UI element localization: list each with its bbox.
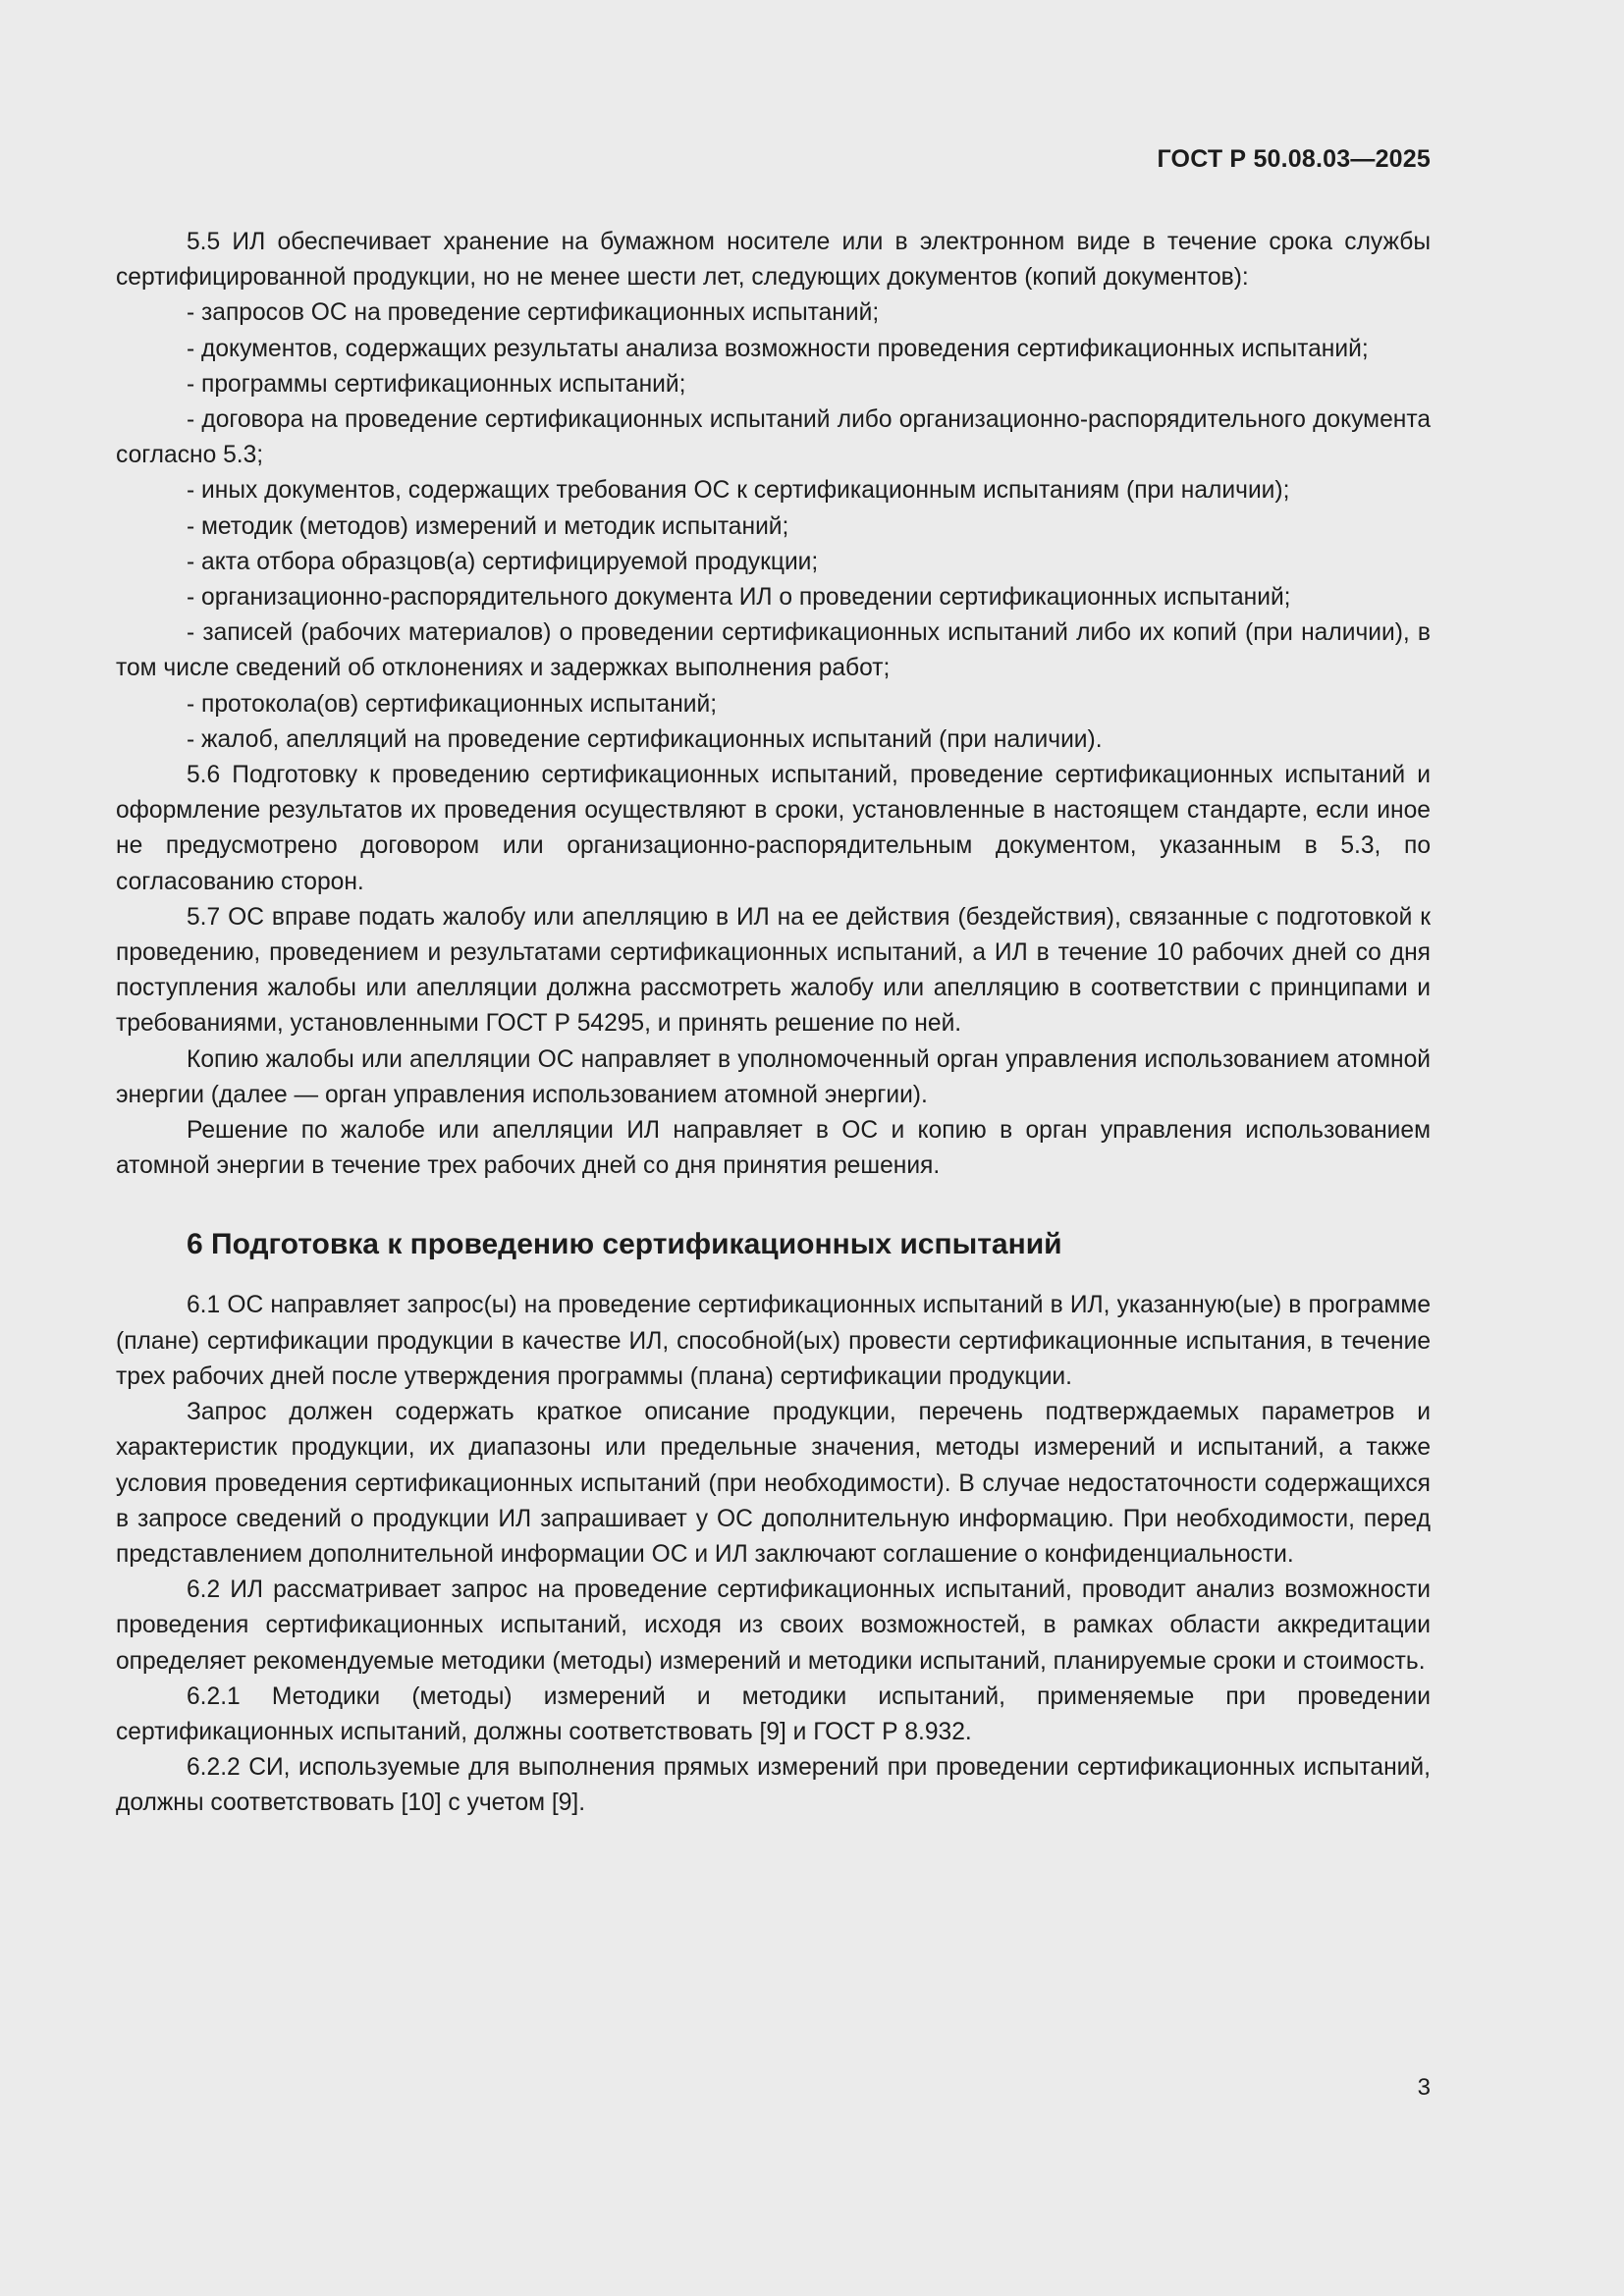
paragraph: Копию жалобы или апелляции ОС направляет в уполномоченный орган управления использованием атомной энергии (далее — орган управления использованием атомной энергии). bbox=[116, 1045, 1431, 1108]
document-body bbox=[116, 225, 1431, 1822]
list-item: - организационно-распорядительного документа ИЛ о проведении сертификационных испытаний; bbox=[187, 584, 1291, 612]
list-item: - иных документов, содержащих требования ОС к сертификационным испытаниям (при наличии); bbox=[187, 477, 1290, 505]
list-item: - протокола(ов) сертификационных испытаний; bbox=[187, 690, 718, 718]
paragraph-6-1: 6.1 ОС направляет запрос(ы) на проведение сертификационных испытаний в ИЛ, указанную(ые) в программе (плане) сертификации продукции в качестве ИЛ, способной(ых) провести сертификационные испытания, в течение трех рабочих дней после утверждения программы (плана) сертификации продукции. bbox=[116, 1292, 1431, 1390]
paragraph-5-5: 5.5 ИЛ обеспечивает хранение на бумажном носителе или в электронном виде в течение срока службы сертифицированной продукции, но не менее шести лет, следующих документов (копий документов): bbox=[116, 229, 1431, 292]
list-item: - жалоб, апелляций на проведение сертификационных испытаний (при наличии). bbox=[187, 725, 1103, 753]
section-heading: 6 Подготовка к проведению сертификационных испытаний bbox=[187, 1228, 1062, 1261]
page-number: 3 bbox=[1417, 2074, 1431, 2101]
paragraph: Запрос должен содержать краткое описание продукции, перечень подтверждаемых параметров и характеристик продукции, их диапазоны или предельные значения, методы измерений и испытаний, а также условия проведения сертификационных испытаний (при необходимости). В случае недостаточности содержащихся в запросе сведений о продукции ИЛ запрашивает у ОС дополнительную информацию. При необходимости, перед представлением дополнительной информации ОС и ИЛ заключают соглашение о конфиденциальности. bbox=[116, 1399, 1431, 1568]
paragraph-6-2-1: 6.2.1 Методики (методы) измерений и методики испытаний, применяемые при проведении сертификационных испытаний, должны соответствовать [9] и ГОСТ Р 8.932. bbox=[116, 1682, 1431, 1745]
paragraph-6-2-2: 6.2.2 СИ, используемые для выполнения прямых измерений при проведении сертификационных испытаний, должны соответствовать [10] с учетом [9]. bbox=[116, 1754, 1431, 1817]
document-code-header: ГОСТ Р 50.08.03—2025 bbox=[1157, 145, 1431, 173]
list-item: - документов, содержащих результаты анализа возможности проведения сертификационных испытаний; bbox=[187, 335, 1369, 362]
list-item: - записей (рабочих материалов) о проведении сертификационных испытаний либо их копий (при наличии), в том числе сведений об отклонениях и задержках выполнения работ; bbox=[116, 619, 1431, 682]
paragraph-5-6: 5.6 Подготовку к проведению сертификационных испытаний, проведение сертификационных испытаний и оформление результатов их проведения осуществляют в сроки, установленные в настоящем стандарте, если иное не предусмотрено договором или организационно-распорядительным документом, указанным в 5.3, по согласованию сторон. bbox=[116, 762, 1431, 895]
paragraph-6-2: 6.2 ИЛ рассматривает запрос на проведение сертификационных испытаний, проводит анализ возможности проведения сертификационных испытаний, исходя из своих возможностей, в рамках области аккредитации определяет рекомендуемые методики (методы) измерений и методики испытаний, планируемые сроки и стоимость. bbox=[116, 1576, 1431, 1675]
list-item: - акта отбора образцов(а) сертифицируемой продукции; bbox=[187, 548, 819, 575]
list-item: - методик (методов) измерений и методик испытаний; bbox=[187, 512, 789, 540]
list-item: - договора на проведение сертификационных испытаний либо организационно-распорядительного документа согласно 5.3; bbox=[116, 406, 1431, 469]
list-item: - программы сертификационных испытаний; bbox=[187, 370, 686, 398]
list-item: - запросов ОС на проведение сертификационных испытаний; bbox=[187, 299, 880, 327]
paragraph-5-7: 5.7 ОС вправе подать жалобу или апелляцию в ИЛ на ее действия (бездействия), связанные с подготовкой к проведению, проведением и результатами сертификационных испытаний, а ИЛ в течение 10 рабочих дней со дня поступления жалобы или апелляции должна рассмотреть жалобу или апелляцию в соответствии с принципами и требованиями, установленными ГОСТ Р 54295, и принять решение по ней. bbox=[116, 903, 1431, 1038]
paragraph: Решение по жалобе или апелляции ИЛ направляет в ОС и копию в орган управления использованием атомной энергии в течение трех рабочих дней со дня принятия решения. bbox=[116, 1117, 1431, 1180]
